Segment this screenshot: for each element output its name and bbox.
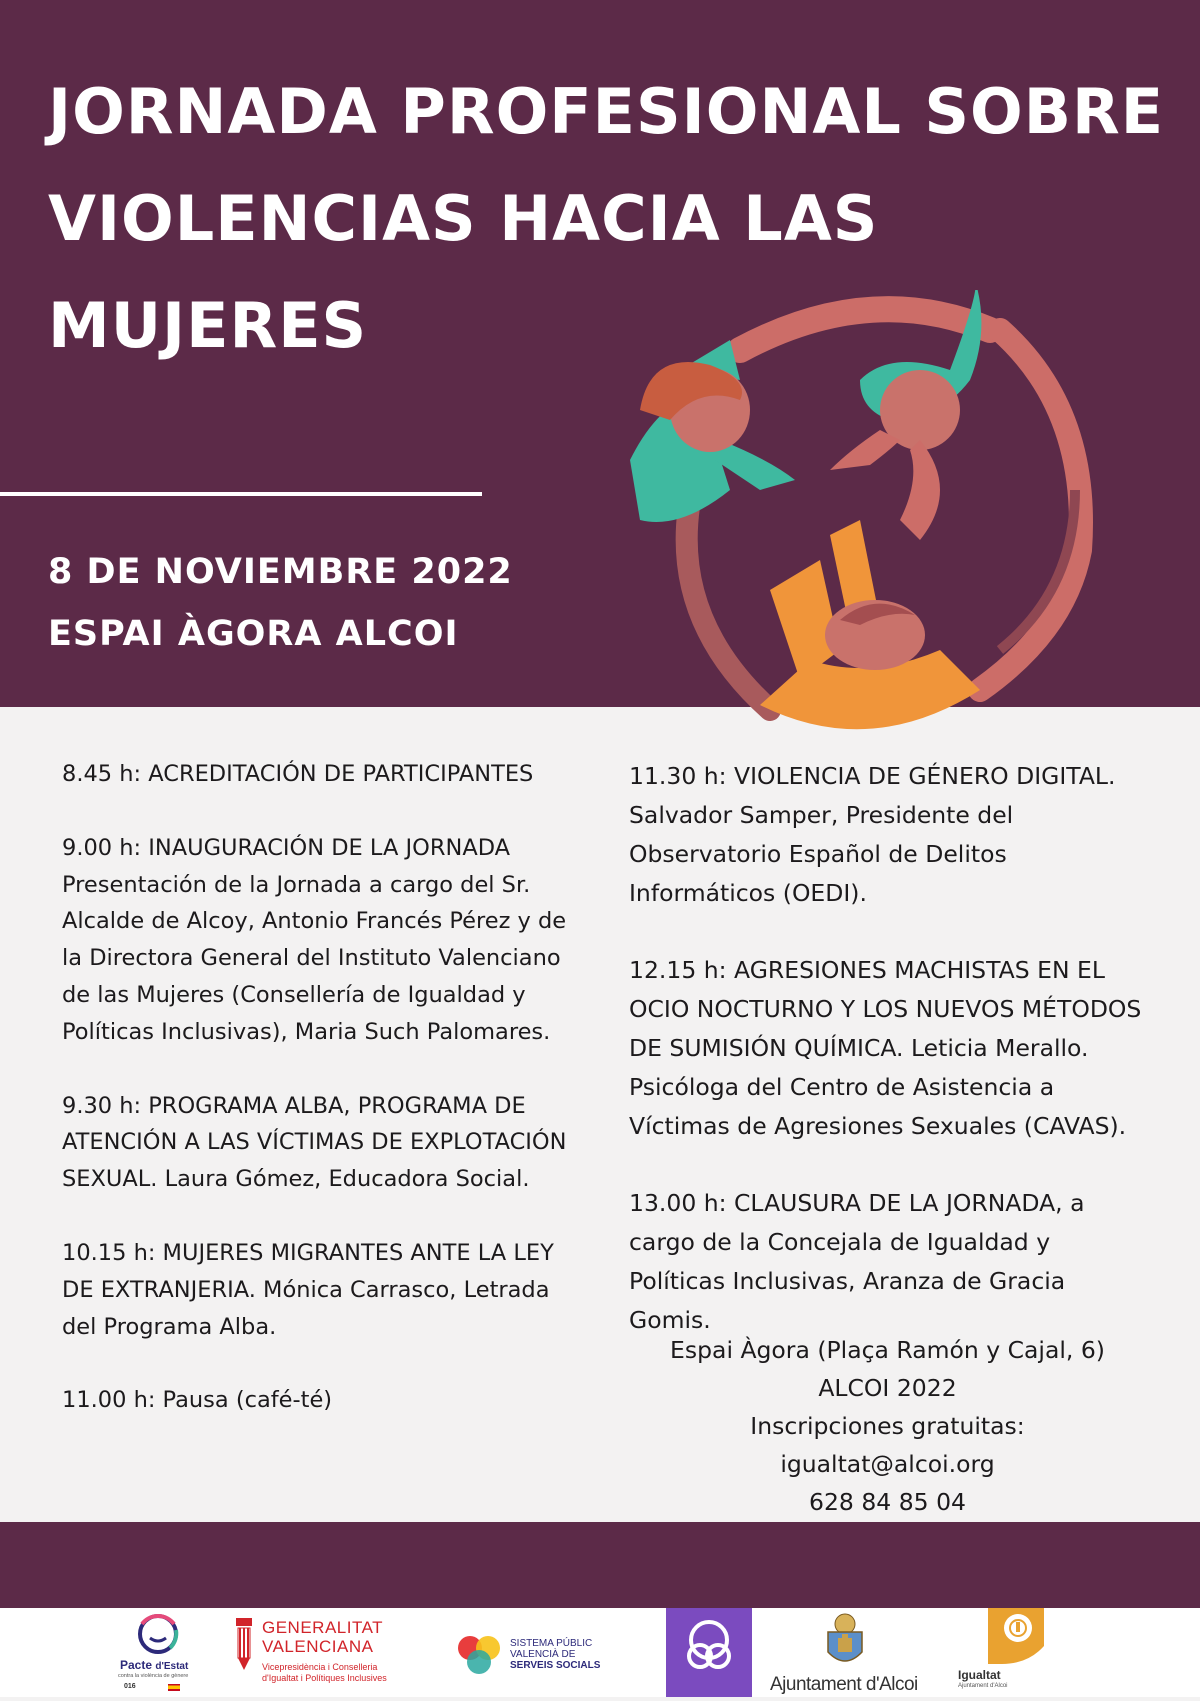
event-venue: ESPAI ÀGORA ALCOI xyxy=(48,614,459,654)
info-address: Espai Àgora (Plaça Ramón y Cajal, 6) xyxy=(670,1336,1105,1364)
footer-band xyxy=(0,1522,1200,1608)
pacte-circle-icon xyxy=(112,1612,204,1656)
program-right-column xyxy=(629,757,1149,1378)
generalitat-logo xyxy=(232,1614,412,1694)
title-divider xyxy=(0,492,482,496)
ss-line-1: SISTEMA PÚBLIC xyxy=(510,1638,593,1649)
info-email[interactable]: igualtat@alcoi.org xyxy=(780,1450,995,1478)
title-line-3: MUJERES xyxy=(48,289,368,362)
alcoi-coat-of-arms-icon xyxy=(820,1610,870,1672)
program-item-text: 11.00 h: Pausa (café-té) xyxy=(62,1387,333,1414)
program-item-text: 13.00 h: CLAUSURA DE LA JORNADA, a cargo de la Concejala de Igualdad y Políticas Inclusivas, Aranza de Gracia Gomis. xyxy=(629,1189,1085,1334)
serveis-socials-icon xyxy=(456,1634,502,1678)
program-item-text: Presentación de la Jornada a cargo del Sr. Alcalde de Alcoy, Antonio Francés Pérez y de la Directora General del Instituto Valenciano de las Mujeres (Consellería de Igualdad y Políticas Inclusivas), Maria Such Palomares. xyxy=(62,871,567,1045)
generalitat-line-1: GENERALITAT xyxy=(262,1618,384,1637)
purple-rings-logo xyxy=(666,1608,752,1697)
ring-arc-right xyxy=(980,330,1081,690)
igualtat-badge-icon xyxy=(988,1608,1044,1664)
generalitat-sub-1: Vicepresidència i Conselleria xyxy=(262,1662,378,1672)
women-circle-illustration xyxy=(620,290,1120,760)
ring-arc-top xyxy=(740,309,990,350)
ss-line-2: VALENCIÀ DE xyxy=(510,1649,576,1660)
program-item xyxy=(62,830,582,1051)
pacte-line-1: Pacte xyxy=(120,1658,153,1672)
pacte-subtitle: contra la violència de gènere xyxy=(118,1673,189,1679)
program-left-column xyxy=(62,756,582,1456)
title-line-1: JORNADA PROFESIONAL SOBRE xyxy=(48,75,1165,148)
info-phone[interactable]: 628 84 85 04 xyxy=(809,1488,966,1516)
pacte-016: 016 xyxy=(124,1683,136,1690)
spain-flag-icon xyxy=(168,1684,180,1691)
program-item xyxy=(629,1184,1149,1340)
program-item-text: 10.15 h: MUJERES MIGRANTES ANTE LA LEY DE EXTRANJERIA. Mónica Carrasco, Letrada del Programa Alba. xyxy=(62,1239,554,1340)
pacte-line-2: d'Estat xyxy=(155,1661,189,1672)
program-item xyxy=(629,757,1149,913)
ss-line-3: SERVEIS SOCIALS xyxy=(510,1660,601,1671)
program-item xyxy=(62,756,582,793)
program-item xyxy=(62,1088,582,1198)
program-item-text: 8.45 h: ACREDITACIÓN DE PARTICIPANTES xyxy=(62,761,534,787)
info-registration: Inscripciones gratuitas: xyxy=(750,1412,1025,1440)
orange-figure-arm-left xyxy=(770,560,840,680)
serveis-socials-logo xyxy=(456,1634,606,1684)
program-item-text: 9.30 h: PROGRAMA ALBA, PROGRAMA DE ATENCIÓN A LAS VÍCTIMAS DE EXPLOTACIÓN SEXUAL. Laura Gómez, Educadora Social. xyxy=(62,1092,567,1193)
program-item-text: 12.15 h: AGRESIONES MACHISTAS EN EL OCIO NOCTURNO Y LOS NUEVOS MÉTODOS DE SUMISIÓN QUÍMICA. Leticia Merallo. Psicóloga del Centro de Asistencia a Víctimas de Agresiones Sexuales (CAVAS). xyxy=(629,956,1142,1140)
rings-icon xyxy=(666,1608,752,1697)
program-item-heading: 9.00 h: INAUGURACIÓN DE LA JORNADA xyxy=(62,834,511,861)
igualtat-subtext: Ajuntament d'Alcoi xyxy=(958,1683,1008,1689)
title-line-2: VIOLENCIAS HACIA LAS xyxy=(48,182,879,255)
igualtat-logo xyxy=(958,1608,1048,1697)
program-item xyxy=(62,1235,582,1345)
right-figure-body xyxy=(900,440,940,540)
sponsor-logos xyxy=(0,1608,1200,1697)
igualtat-text: Igualtat xyxy=(958,1668,1001,1682)
ajuntament-alcoi-logo xyxy=(770,1610,920,1697)
event-date: 8 DE NOVIEMBRE 2022 xyxy=(48,552,513,592)
program-item xyxy=(62,1382,582,1419)
ring-arc-left xyxy=(687,500,770,710)
pacte-estat-logo xyxy=(112,1612,204,1694)
program-item-text: 11.30 h: VIOLENCIA DE GÉNERO DIGITAL. Salvador Samper, Presidente del Observatorio Español de Delitos Informáticos (OEDI). xyxy=(629,762,1116,907)
ajuntament-text: Ajuntament d'Alcoi xyxy=(770,1674,918,1695)
event-info xyxy=(620,1331,1155,1521)
generalitat-line-2: VALENCIANA xyxy=(262,1637,374,1656)
generalitat-sub-2: d'Igualtat i Polítiques Inclusives xyxy=(262,1673,387,1683)
right-figure-arm xyxy=(830,430,900,470)
program-item xyxy=(629,951,1149,1146)
info-city-year: ALCOI 2022 xyxy=(818,1374,957,1402)
generalitat-shield-icon xyxy=(232,1614,256,1674)
